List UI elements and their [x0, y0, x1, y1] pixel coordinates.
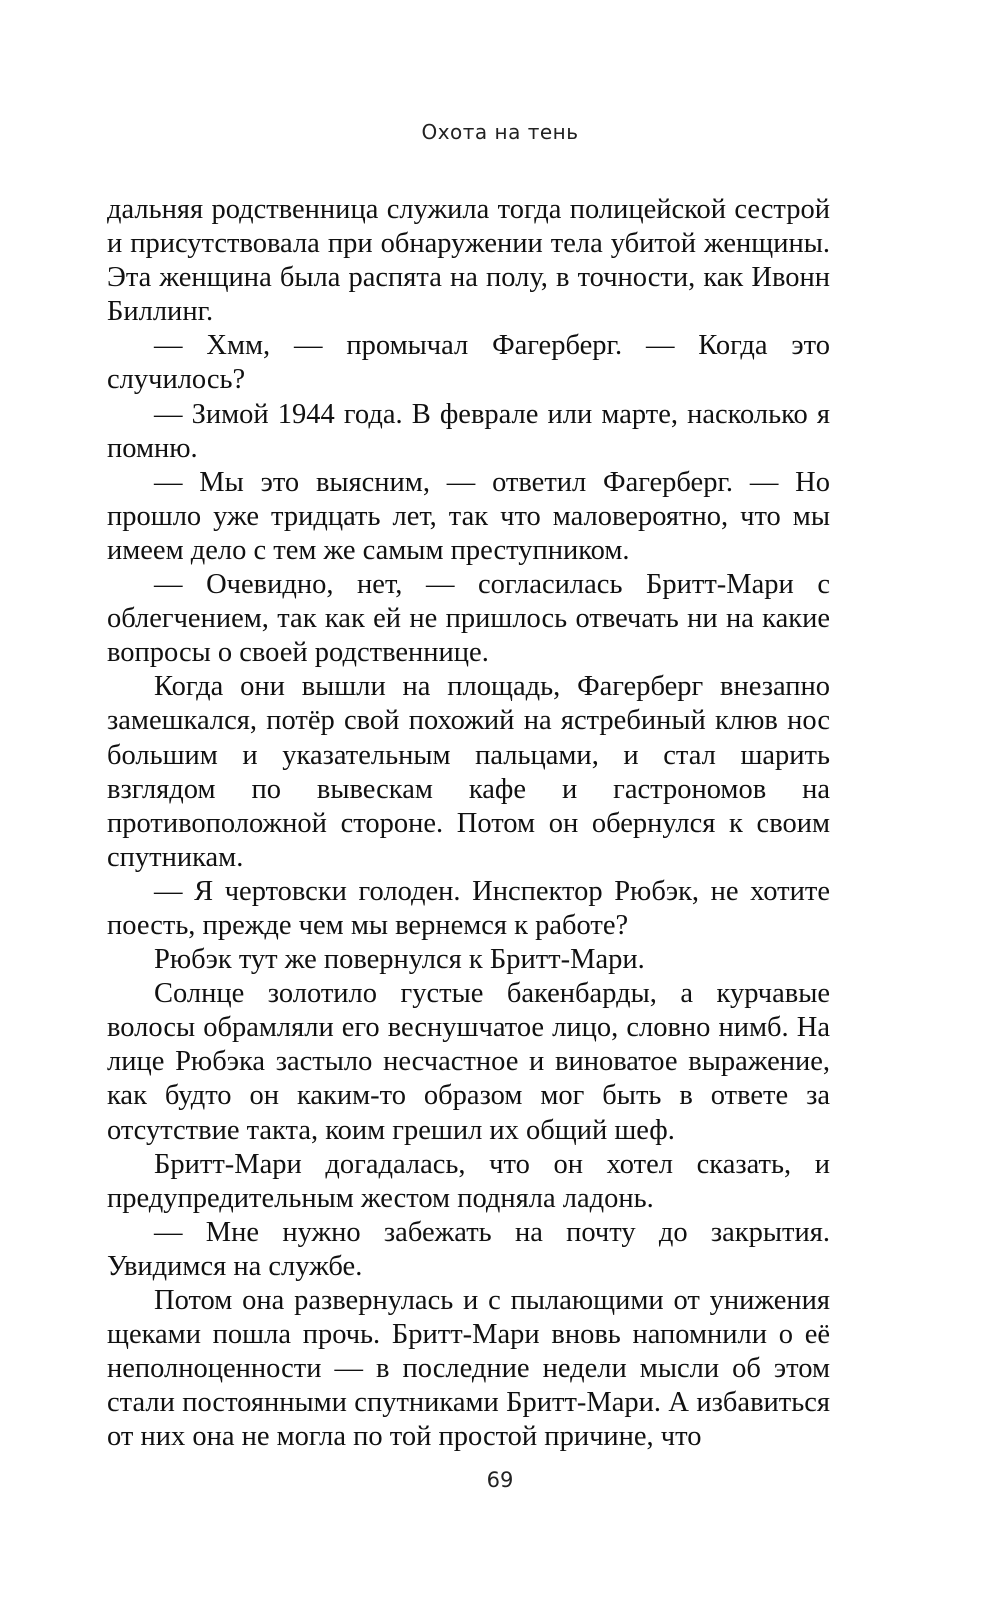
paragraph: дальняя родственница служила тогда полицейской сестрой и присутствовала при обнаружении тела убитой женщины. Эта женщина была распята на полу, в точности, как Ивонн Биллинг.: [107, 194, 830, 328]
paragraph: Рюбэк тут же повернулся к Бритт-Мари.: [154, 944, 645, 976]
paragraph: Бритт-Мари догадалась, что он хотел сказать, и предупредительным жестом подняла ладонь.: [107, 1148, 830, 1214]
paragraph: Потом она развернулась и с пылающими от унижения щеками пошла прочь. Бритт-Мари вновь напомнили о её неполноценности — в последние недели мысли об этом стали постоянными спутниками Бритт-Мари. А избавиться от них она не могла по той простой причине, что: [107, 1285, 830, 1453]
page-number: 69: [486, 1468, 514, 1492]
paragraph: — Очевидно, нет, — согласилась Бритт-Мари с облегчением, так как ей не пришлось отвечать ни на какие вопросы о своей родственнице.: [107, 569, 830, 669]
paragraph: Солнце золотило густые бакенбарды, а курчавые волосы обрамляли его веснушчатое лицо, словно нимб. На лице Рюбэка застыло несчастное и виноватое выражение, как будто он каким-то образом мог быть в ответе за отсутствие такта, коим грешил их общий шеф.: [107, 978, 830, 1146]
body-text: [107, 193, 830, 1454]
paragraph: Когда они вышли на площадь, Фагерберг внезапно замешкался, потёр свой похожий на ястребиный клюв нос большим и указательным пальцами, и стал шарить взглядом по вывескам кафе и гастрономов на противоположной стороне. Потом он обернулся к своим спутникам.: [107, 671, 830, 873]
paragraph: — Я чертовски голоден. Инспектор Рюбэк, не хотите поесть, прежде чем мы вернемся к работе?: [107, 875, 830, 941]
paragraph: — Зимой 1944 года. В феврале или марте, насколько я помню.: [107, 398, 830, 464]
paragraph: — Мне нужно забежать на почту до закрытия. Увидимся на службе.: [107, 1216, 830, 1282]
paragraph: — Мы это выясним, — ответил Фагерберг. — Но прошло уже тридцать лет, так что маловероятно, что мы имеем дело с тем же самым преступником.: [107, 466, 830, 566]
running-title: Охота на тень: [421, 120, 579, 144]
paragraph: — Хмм, — промычал Фагерберг. — Когда это случилось?: [107, 330, 830, 396]
